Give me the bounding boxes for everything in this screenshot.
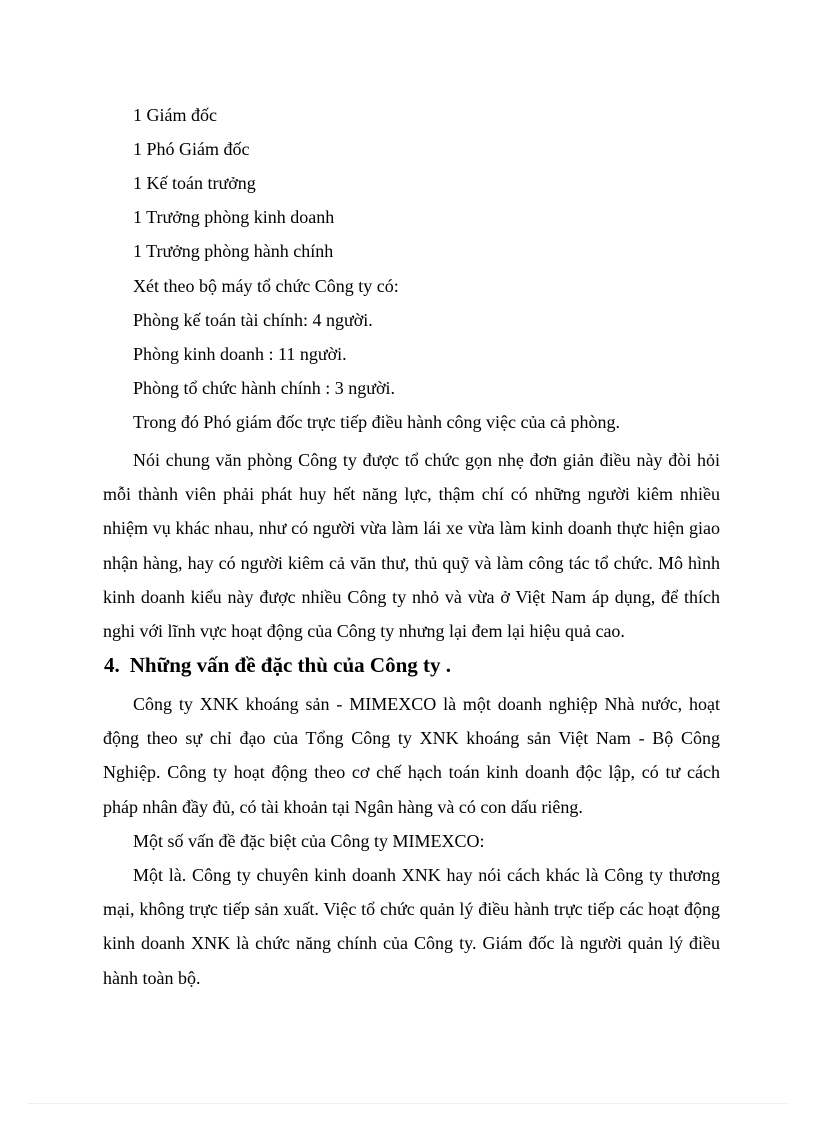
dept-business: Phòng kinh doanh : 11 người. bbox=[133, 344, 347, 364]
special-issues-intro: Một số vấn đề đặc biệt của Công ty MIMEXCO: bbox=[133, 831, 485, 851]
staff-line-deputy-director: 1 Phó Giám đốc bbox=[133, 139, 250, 159]
page-bottom-divider bbox=[28, 1103, 788, 1104]
org-structure-intro: Xét theo bộ máy tổ chức Công ty có: bbox=[133, 276, 399, 296]
dept-admin: Phòng tổ chức hành chính : 3 người. bbox=[133, 378, 396, 398]
company-description-paragraph: Công ty XNK khoáng sản - MIMEXCO là một doanh nghiệp Nhà nước, hoạt động theo sự chỉ đạo của Tổng Công ty XNK khoáng sản Việt Nam - Bộ Công Nghiệp. Công ty hoạt động theo cơ chế hạch toán kinh doanh độc lập, có tư cách pháp nhân đầy đủ, có tài khoản tại Ngân hàng và có con dấu riêng. bbox=[103, 694, 720, 817]
section-heading bbox=[104, 651, 451, 679]
deputy-note: Trong đó Phó giám đốc trực tiếp điều hành công việc của cả phòng. bbox=[133, 412, 620, 432]
staff-line-director: 1 Giám đốc bbox=[133, 105, 217, 125]
dept-accounting: Phòng kế toán tài chính: 4 người. bbox=[133, 310, 373, 330]
office-organization-paragraph: Nói chung văn phòng Công ty được tổ chức gọn nhẹ đơn giản điều này đòi hỏi mỗi thành viên phải phát huy hết năng lực, thậm chí có những người kiêm nhiều nhiệm vụ khác nhau, như có người vừa làm lái xe vừa làm kinh doanh thực hiện giao nhận hàng, hay có người kiêm cả văn thư, thủ quỹ và làm công tác tổ chức. Mô hình kinh doanh kiểu này được nhiều Công ty nhỏ và vừa ở Việt Nam áp dụng, để thích nghi với lĩnh vực hoạt động của Công ty nhưng lại đem lại hiệu quả cao. bbox=[103, 450, 720, 642]
staff-line-chief-accountant: 1 Kế toán trưởng bbox=[133, 173, 256, 193]
point-one-paragraph: Một là. Công ty chuyên kinh doanh XNK hay nói cách khác là Công ty thương mại, không trực tiếp sản xuất. Việc tổ chức quản lý điều hành trực tiếp các hoạt động kinh doanh XNK là chức năng chính của Công ty. Giám đốc là người quản lý điều hành toàn bộ. bbox=[103, 865, 720, 988]
staff-line-head-admin: 1 Trưởng phòng hành chính bbox=[133, 241, 334, 261]
section-number: 4. bbox=[104, 653, 120, 677]
section-title: Những vấn đề đặc thù của Công ty . bbox=[129, 653, 451, 677]
staff-line-head-business: 1 Trưởng phòng kinh doanh bbox=[133, 207, 335, 227]
